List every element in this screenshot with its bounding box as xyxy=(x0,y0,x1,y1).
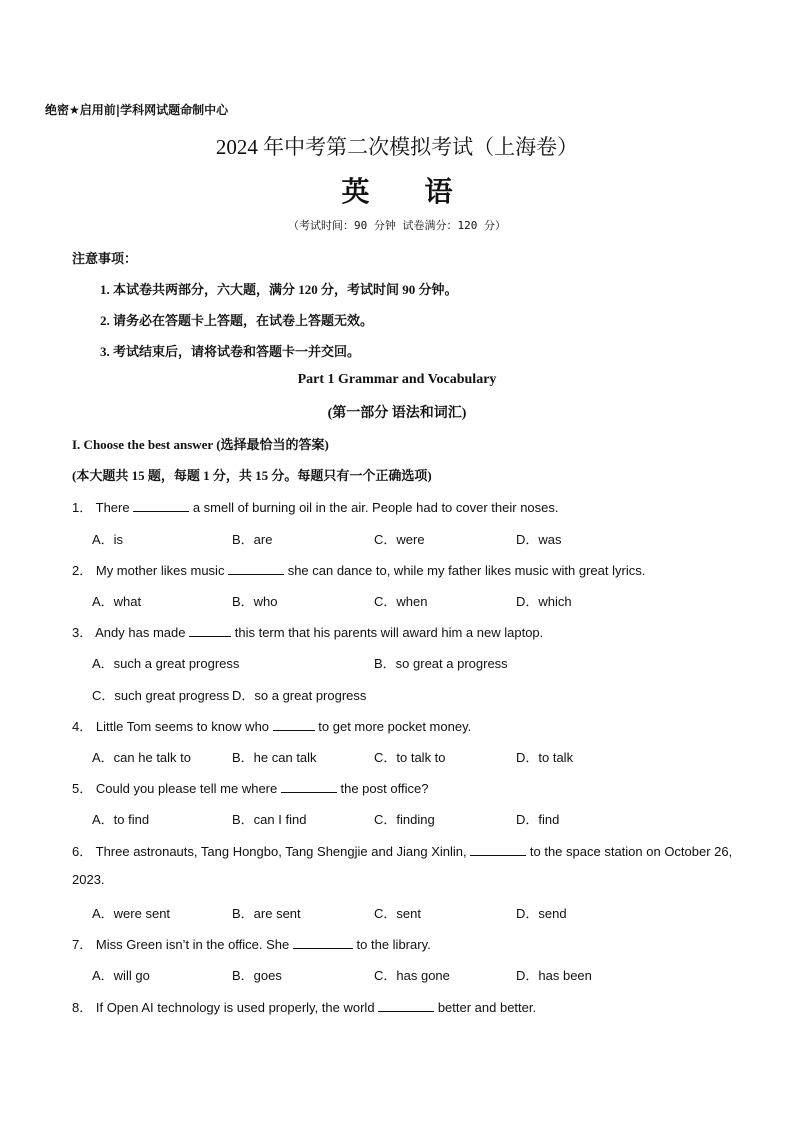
question-1 xyxy=(72,497,559,516)
option-a[interactable]: A．to find xyxy=(92,812,150,827)
question-6 xyxy=(72,841,732,860)
question-text-after: to the space station on October 26, xyxy=(529,844,733,859)
question-text-before: Little Tom seems to know who xyxy=(95,719,270,734)
answer-blank[interactable] xyxy=(133,500,189,512)
option-c[interactable]: C．when xyxy=(374,594,428,609)
question-3 xyxy=(72,622,543,641)
question-text-before: There xyxy=(95,500,130,515)
question-text-after: better and better. xyxy=(437,1000,537,1015)
question-continuation: 2023. xyxy=(72,872,105,887)
answer-blank[interactable] xyxy=(273,719,315,731)
option-c[interactable]: C．finding xyxy=(374,812,435,827)
question-text-after: this term that his parents will award him a new laptop. xyxy=(234,625,544,640)
exam-title: 2024 年中考第二次模拟考试（上海卷） xyxy=(215,135,579,159)
option-d[interactable]: D．find xyxy=(516,812,560,827)
question-5 xyxy=(72,778,428,797)
question-text-before: Three astronauts, Tang Hongbo, Tang Shengjie and Jiang Xinlin, xyxy=(95,844,467,859)
note-item: 1. 本试卷共两部分，六大题，满分 120 分，考试时间 90 分钟。 xyxy=(100,282,458,297)
section-note: (本大题共 15 题，每题 1 分，共 15 分。每题只有一个正确选项) xyxy=(72,468,432,483)
subject-title: 英 语 xyxy=(341,177,477,208)
option-d[interactable]: D．which xyxy=(516,594,572,609)
question-text-after: to the library. xyxy=(356,937,431,952)
answer-blank[interactable] xyxy=(281,781,337,793)
confidential-label: 绝密★启用前|学科网试题命制中心 xyxy=(45,103,229,117)
question-text-before: Miss Green isn’t in the office. She xyxy=(95,937,290,952)
question-number: 7． xyxy=(72,937,93,952)
option-a[interactable]: A．will go xyxy=(92,968,150,983)
question-text-before: My mother likes music xyxy=(95,563,225,578)
question-number: 8． xyxy=(72,1000,93,1015)
option-b[interactable]: B．are xyxy=(232,532,273,547)
question-text-before: If Open AI technology is used properly, the world xyxy=(95,1000,375,1015)
option-b[interactable]: B．who xyxy=(232,594,278,609)
option-b[interactable]: B．can I find xyxy=(232,812,307,827)
option-c[interactable]: C．sent xyxy=(374,906,421,921)
question-text-after: the post office? xyxy=(340,781,429,796)
question-text-after: she can dance to, while my father likes music with great lyrics. xyxy=(287,563,646,578)
option-b[interactable]: B．so great a progress xyxy=(374,656,508,671)
answer-blank[interactable] xyxy=(378,1000,434,1012)
notes-title: 注意事项： xyxy=(72,252,138,267)
question-number: 2． xyxy=(72,563,93,578)
option-a[interactable]: A．such a great progress xyxy=(92,656,240,671)
option-c[interactable]: C．such great progress xyxy=(92,688,230,703)
option-d[interactable]: D．so a great progress xyxy=(232,688,367,703)
question-number: 1． xyxy=(72,500,93,515)
option-a[interactable]: A．can he talk to xyxy=(92,750,191,765)
note-item: 2. 请务必在答题卡上答题，在试卷上答题无效。 xyxy=(100,313,374,328)
answer-blank[interactable] xyxy=(470,844,526,856)
question-number: 3． xyxy=(72,625,93,640)
question-text-before: Could you please tell me where xyxy=(95,781,278,796)
question-7 xyxy=(72,934,431,953)
question-number: 6． xyxy=(72,844,93,859)
part-title: Part 1 Grammar and Vocabulary xyxy=(297,372,497,387)
answer-blank[interactable] xyxy=(293,937,353,949)
option-d[interactable]: D．was xyxy=(516,532,562,547)
answer-blank[interactable] xyxy=(228,563,284,575)
question-number: 5． xyxy=(72,781,93,796)
part-subtitle: (第一部分 语法和词汇) xyxy=(327,406,467,421)
note-item: 3. 考试结束后，请将试卷和答题卡一并交回。 xyxy=(100,344,361,359)
question-4 xyxy=(72,716,471,735)
question-number: 4． xyxy=(72,719,93,734)
answer-blank[interactable] xyxy=(189,625,231,637)
exam-info: （考试时间：90 分钟 试卷满分：120 分） xyxy=(288,219,506,232)
option-a[interactable]: A．is xyxy=(92,532,124,547)
question-2 xyxy=(72,560,645,579)
option-d[interactable]: D．to talk xyxy=(516,750,574,765)
question-8 xyxy=(72,997,536,1016)
section-title: I. Choose the best answer (选择最恰当的答案) xyxy=(72,437,329,452)
option-d[interactable]: D．has been xyxy=(516,968,592,983)
option-a[interactable]: A．were sent xyxy=(92,906,171,921)
question-text-before: Andy has made xyxy=(95,625,186,640)
option-c[interactable]: C．to talk to xyxy=(374,750,446,765)
option-b[interactable]: B．he can talk xyxy=(232,750,317,765)
option-c[interactable]: C．were xyxy=(374,532,425,547)
option-c[interactable]: C．has gone xyxy=(374,968,450,983)
option-d[interactable]: D．send xyxy=(516,906,567,921)
option-a[interactable]: A．what xyxy=(92,594,142,609)
option-b[interactable]: B．are sent xyxy=(232,906,301,921)
option-b[interactable]: B．goes xyxy=(232,968,282,983)
question-text-after: a smell of burning oil in the air. People had to cover their noses. xyxy=(192,500,559,515)
question-text-after: to get more pocket money. xyxy=(318,719,472,734)
